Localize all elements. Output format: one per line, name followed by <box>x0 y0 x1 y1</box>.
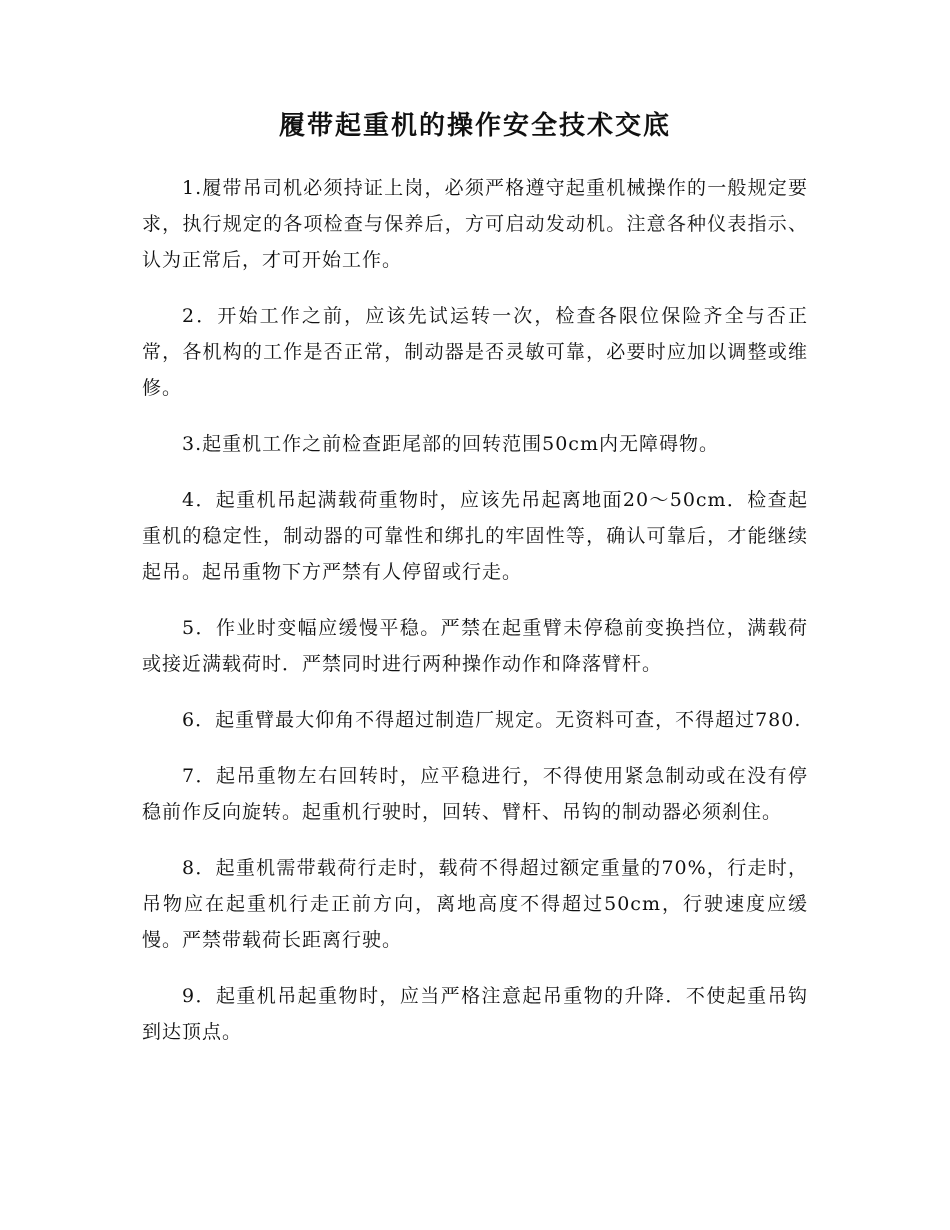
paragraph-8: 8．起重机需带载荷行走时，载荷不得超过额定重量的70%，行走时，吊物应在起重机行走正前方向，离地高度不得超过50cm，行驶速度应缓慢。严禁带载荷长距离行驶。 <box>142 857 808 951</box>
paragraph-1: 1.履带吊司机必须持证上岗，必须严格遵守起重机械操作的一般规定要求，执行规定的各项检查与保养后，方可启动发动机。注意各种仪表指示、认为正常后，才可开始工作。 <box>142 177 808 271</box>
document-title: 履带起重机的操作安全技术交底 <box>278 111 671 141</box>
paragraph-7: 7．起吊重物左右回转时，应平稳进行，不得使用紧急制动或在没有停稳前作反向旋转。起重机行驶时，回转、臂杆、吊钩的制动器必须刹住。 <box>142 765 808 823</box>
paragraph-2: 2．开始工作之前，应该先试运转一次，检查各限位保险齐全与否正常，各机构的工作是否正常，制动器是否灵敏可靠，必要时应加以调整或维修。 <box>142 305 808 399</box>
paragraph-4: 4．起重机吊起满载荷重物时，应该先吊起离地面20～50cm．检查起重机的稳定性，制动器的可靠性和绑扎的牢固性等，确认可靠后，才能继续起吊。起吊重物下方严禁有人停留或行走。 <box>142 489 808 583</box>
paragraph-5: 5．作业时变幅应缓慢平稳。严禁在起重臂未停稳前变换挡位，满载荷或接近满载荷时．严禁同时进行两种操作动作和降落臂杆。 <box>142 617 808 675</box>
paragraph-6: 6．起重臂最大仰角不得超过制造厂规定。无资料可查，不得超过780. <box>182 709 802 731</box>
paragraph-9: 9．起重机吊起重物时，应当严格注意起吊重物的升降．不使起重吊钩到达顶点。 <box>142 985 808 1043</box>
paragraph-3: 3.起重机工作之前检查距尾部的回转范围50cm内无障碍物。 <box>182 433 719 455</box>
